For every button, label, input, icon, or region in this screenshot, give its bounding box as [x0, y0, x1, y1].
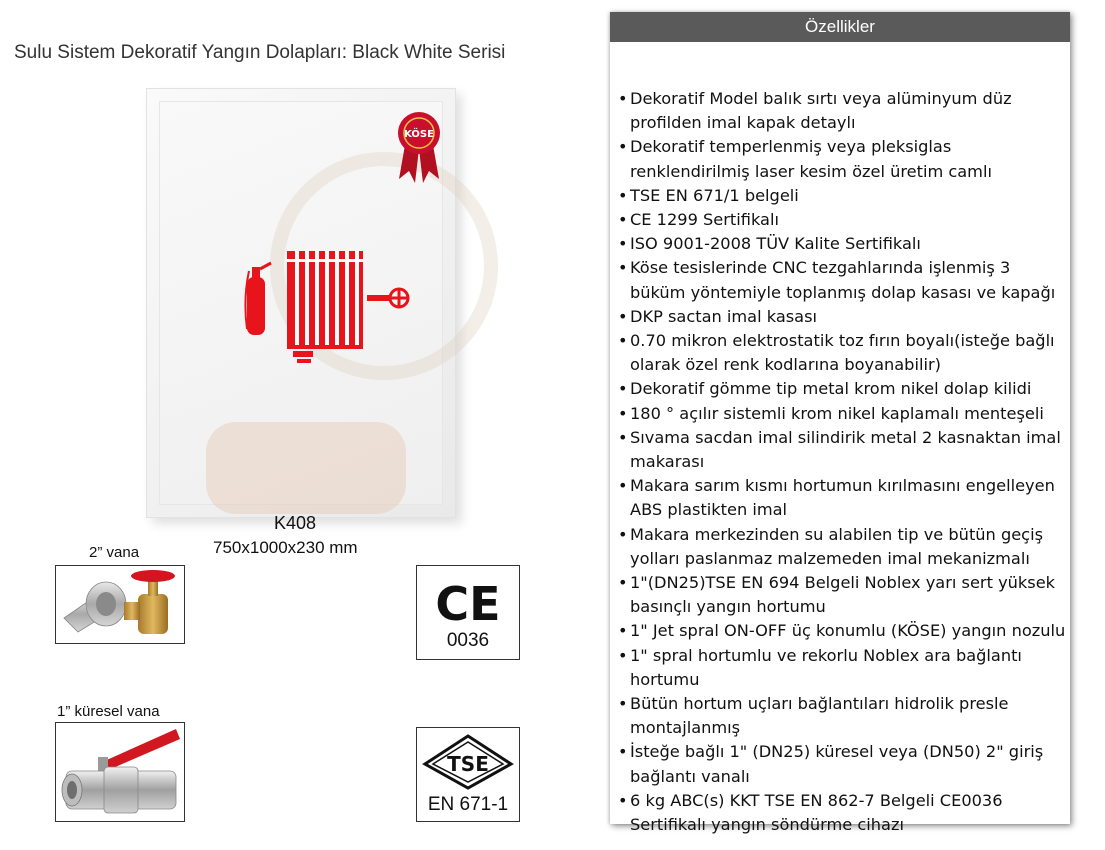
landing-valve-image [55, 565, 185, 644]
bullet-icon: • [618, 790, 628, 810]
bullet-icon: • [618, 524, 628, 544]
tse-certificate-code: EN 671-1 [427, 794, 509, 815]
bullet-icon: • [618, 694, 628, 714]
bullet-icon: • [618, 476, 628, 496]
bullet-icon: • [618, 137, 628, 157]
feature-text: 180 ° açılır sistemli krom nikel kaplamalı menteşeli [630, 403, 1044, 423]
bullet-icon: • [618, 427, 628, 447]
bullet-icon: • [618, 306, 628, 326]
features-header: Özellikler [610, 12, 1070, 42]
feature-item [618, 402, 1070, 426]
bullet-icon: • [618, 331, 628, 351]
feature-item [618, 377, 1070, 401]
feature-text: 1" Jet spral ON-OFF üç konumlu (KÖSE) yangın nozulu [630, 621, 1066, 641]
feature-text: ISO 9001-2008 TÜV Kalite Sertifikalı [630, 234, 921, 254]
feature-item [618, 619, 1070, 643]
feature-item [618, 256, 1070, 304]
features-list [610, 42, 1070, 837]
bullet-icon: • [618, 645, 628, 665]
feature-text: 0.70 mikron elektrostatik toz fırın boyalı(isteğe bağlı olarak özel renk kodlarına boyanabilir) [630, 331, 1055, 375]
bullet-icon: • [618, 379, 628, 399]
feature-item [618, 523, 1070, 571]
feature-text: 1"(DN25)TSE EN 694 Belgeli Noblex yarı sert yüksek basınçlı yangın hortumu [630, 573, 1056, 617]
kose-badge-icon [395, 109, 443, 187]
feature-text: Sıvama sacdan imal silindirik metal 2 kasnaktan imal makarası [630, 427, 1061, 472]
ce-certificate [416, 565, 520, 660]
ce-certificate-code: 0036 [446, 630, 490, 651]
bullet-icon: • [618, 185, 628, 205]
feature-item [618, 474, 1070, 522]
feature-text: Köse tesislerinde CNC tezgahlarında işlenmiş 3 büküm yöntemiyle toplanmış dolap kasası ve kapağı [630, 258, 1056, 302]
feature-item [618, 208, 1070, 232]
feature-item [618, 644, 1070, 692]
page-title: Sulu Sistem Dekoratif Yangın Dolapları: Black White Serisi [14, 42, 506, 63]
feature-item [618, 740, 1070, 788]
feature-item [618, 571, 1070, 619]
fire-cabinet-image [146, 88, 456, 518]
ce-mark-icon [417, 572, 519, 632]
bullet-icon: • [618, 403, 628, 423]
feature-item [618, 135, 1070, 183]
tse-mark-text: TSE [447, 752, 489, 776]
badge-text: KÖSE [404, 129, 434, 140]
feature-text: Makara merkezinden su alabilen tip ve bütün geçiş yolları paslanmaz malzemeden imal mekanizmalı [630, 524, 1044, 568]
feature-text: İsteğe bağlı 1" (DN25) küresel veya (DN50) 2" giriş bağlantı vanalı [630, 742, 1044, 786]
model-code: K408 [274, 513, 317, 533]
accessory-label-ball-valve: 1” küresel vana [57, 703, 160, 720]
features-panel [610, 12, 1070, 835]
feature-text: CE 1299 Sertifikalı [630, 210, 779, 230]
bullet-icon: • [618, 573, 628, 593]
bullet-icon: • [618, 89, 628, 108]
feature-text: 6 kg ABC(s) KKT TSE EN 862-7 Belgeli CE0036 Sertifikalı yangın söndürme cihazı [630, 790, 1003, 835]
bullet-icon: • [618, 621, 628, 641]
feature-item [618, 426, 1070, 474]
feature-item [618, 232, 1070, 256]
feature-item [618, 87, 1070, 135]
ce-mark-text: CE [435, 577, 501, 631]
tse-certificate [416, 727, 520, 822]
feature-text: Dekoratif gömme tip metal krom nikel dolap kilidi [630, 379, 1032, 399]
accessory-label-landing-valve: 2” vana [89, 544, 140, 561]
feature-text: TSE EN 671/1 belgeli [630, 185, 799, 205]
landing-valve-icon [56, 566, 184, 643]
extinguisher-ghost [206, 422, 406, 514]
feature-text: Dekoratif temperlenmiş veya pleksiglas renklendirilmiş laser kesim özel üretim camlı [630, 137, 992, 181]
ball-valve-icon [56, 723, 184, 821]
bullet-icon: • [618, 258, 628, 278]
bullet-icon: • [618, 210, 628, 230]
feature-text: Dekoratif Model balık sırtı veya alüminyum düz profilden imal kapak detaylı [630, 89, 1012, 133]
feature-item [618, 789, 1070, 837]
feature-item [618, 305, 1070, 329]
feature-text: Makara sarım kısmı hortumun kırılmasını engelleyen ABS plastikten imal [630, 476, 1055, 520]
feature-text: Bütün hortum uçları bağlantıları hidrolik presle montajlanmış [630, 694, 1009, 738]
feature-item [618, 329, 1070, 377]
ball-valve-image [55, 722, 185, 822]
fire-symbols-icon [243, 239, 413, 369]
model-dimensions: 750x1000x230 mm [213, 538, 358, 557]
feature-text: DKP sactan imal kasası [630, 306, 818, 326]
feature-text: 1" spral hortumlu ve rekorlu Noblex ara bağlantı hortumu [630, 645, 1022, 689]
feature-item [618, 692, 1070, 740]
bullet-icon: • [618, 742, 628, 762]
bullet-icon: • [618, 234, 628, 254]
feature-item [618, 184, 1070, 208]
tse-mark-icon [417, 730, 519, 790]
